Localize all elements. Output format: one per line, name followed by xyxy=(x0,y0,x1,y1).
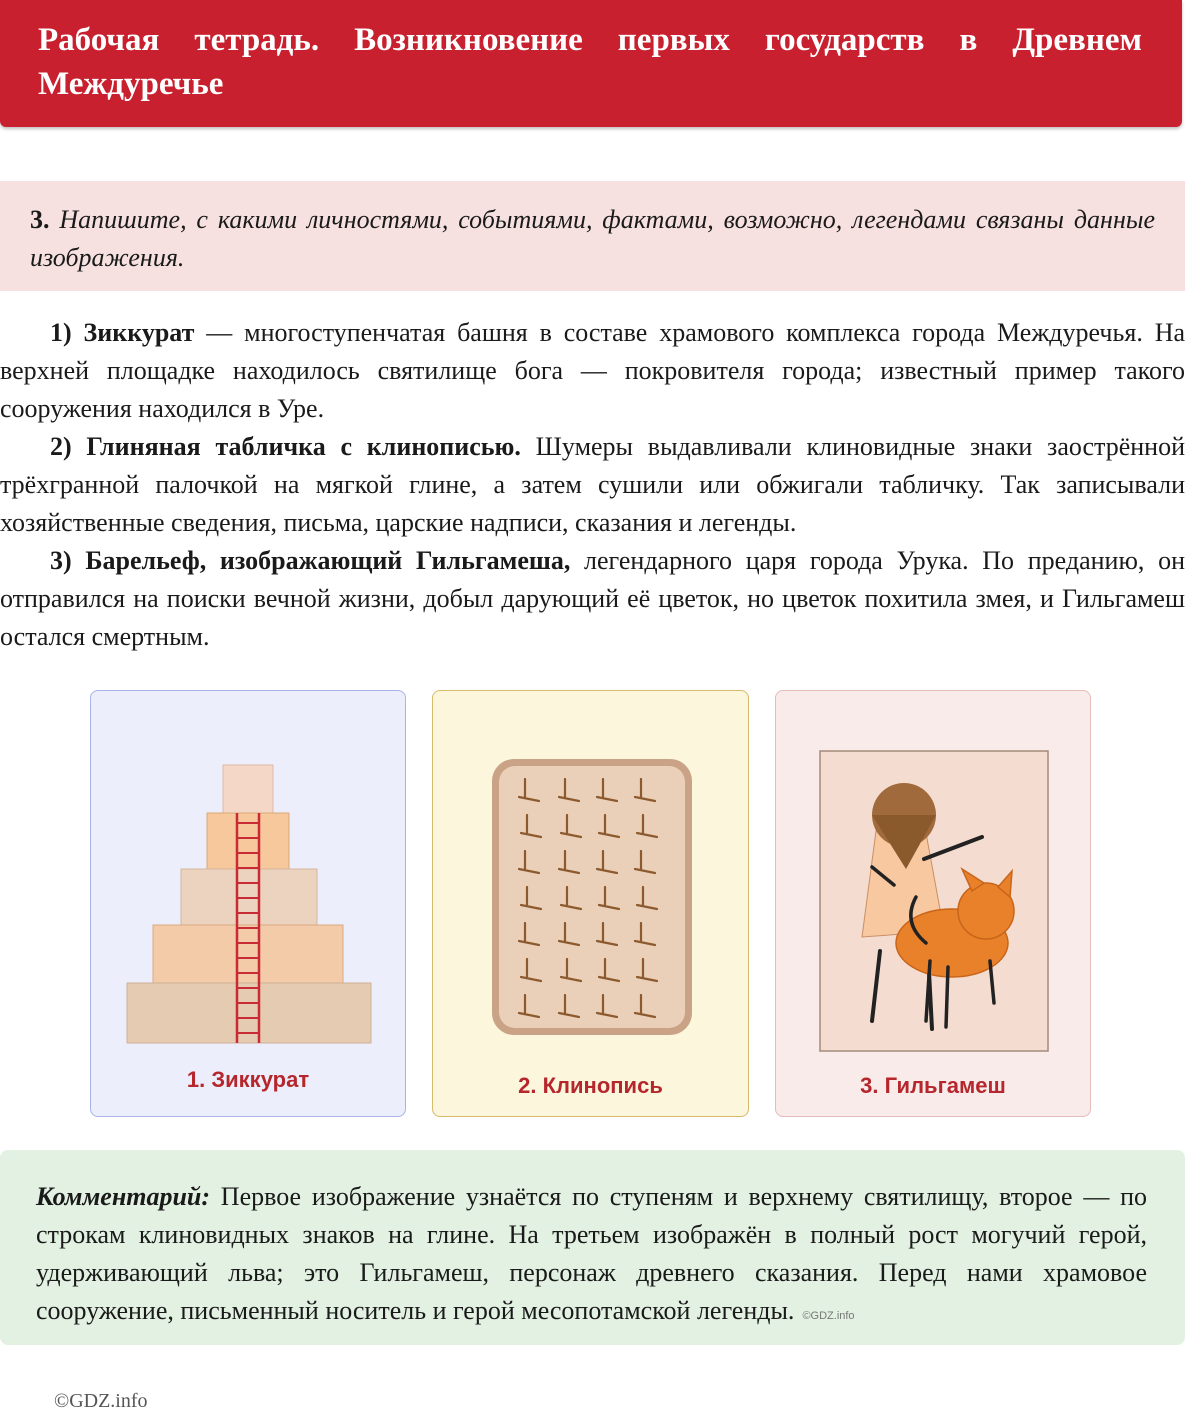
answer-3-heading: 3) Барельеф, изображающий Гильгамеша, xyxy=(50,546,571,575)
footer-copyright: ©GDZ.info xyxy=(54,1390,148,1412)
gilgamesh-relief-illustration xyxy=(776,691,1092,1118)
task-number: 3. xyxy=(30,205,50,234)
task-text xyxy=(30,201,1155,277)
page-title: Рабочая тетрадь. Возникновение первых государств в Древнем Междуречье xyxy=(38,22,1142,102)
card-label-cuneiform: 2. Клинопись xyxy=(518,1073,663,1098)
comment-body: Первое изображение узнаётся по ступеням и верхнему святилищу, второе — по строкам клиновидных знаков на глине. На третьем изображён в полный рост могучий герой, удерживающий льва; это Гильгамеш, персонаж древнего сказания. Перед нами храмовое сооружение, письменный носитель и герой месопотамской легенды. xyxy=(36,1182,1147,1325)
answers-block xyxy=(0,314,1185,656)
answer-3-text: легендарного царя города Урука. По преданию, он отправился на поиски вечной жизни, добыл дарующий её цветок, но цветок похитила змея, и Гильгамеш остался смертным. xyxy=(0,546,1185,651)
card-label-ziggurat: 1. Зиккурат xyxy=(186,1067,310,1092)
page-header xyxy=(0,0,1182,127)
comment-lead: Комментарий: xyxy=(36,1182,211,1211)
answer-paragraph-2 xyxy=(0,428,1185,542)
task-question: Напишите, с какими личностями, событиями, фактами, возможно, легендами связаны данные изображения. xyxy=(30,205,1155,272)
answer-paragraph-3 xyxy=(0,542,1185,656)
task-block xyxy=(0,181,1185,291)
answer-1-heading: 1) Зиккурат xyxy=(50,318,195,347)
card-label-gilgamesh: 3. Гильгамеш xyxy=(860,1073,1006,1098)
gilgamesh-card xyxy=(775,690,1091,1117)
ziggurat-card xyxy=(90,690,406,1117)
ziggurat-tier-3 xyxy=(153,925,343,983)
ziggurat-shrine xyxy=(223,765,273,813)
comment-watermark: ©GDZ.info xyxy=(802,1310,855,1322)
cuneiform-card xyxy=(432,690,749,1117)
ziggurat-illustration xyxy=(91,691,407,1118)
ziggurat-tier-5 xyxy=(207,813,289,869)
answer-2-text: Шумеры выдавливали клиновидные знаки заострённой трёхгранной палочкой на мягкой глине, а затем сушили или обжигали табличку. Так записывали хозяйственные сведения, письма, царские надписи, сказания и легенды. xyxy=(0,432,1185,537)
answer-2-heading: 2) Глиняная табличка с клинописью. xyxy=(50,432,521,461)
cuneiform-tablet-illustration xyxy=(433,691,750,1118)
answer-paragraph-1 xyxy=(0,314,1185,428)
comment-block xyxy=(0,1150,1185,1345)
comment-text xyxy=(36,1178,1147,1335)
answer-1-text: — многоступенчатая башня в составе храмового комплекса города Междуречья. На верхней площадке находилось святилище бога — покровителя города; известный пример такого сооружения находился в Уре. xyxy=(0,318,1185,423)
